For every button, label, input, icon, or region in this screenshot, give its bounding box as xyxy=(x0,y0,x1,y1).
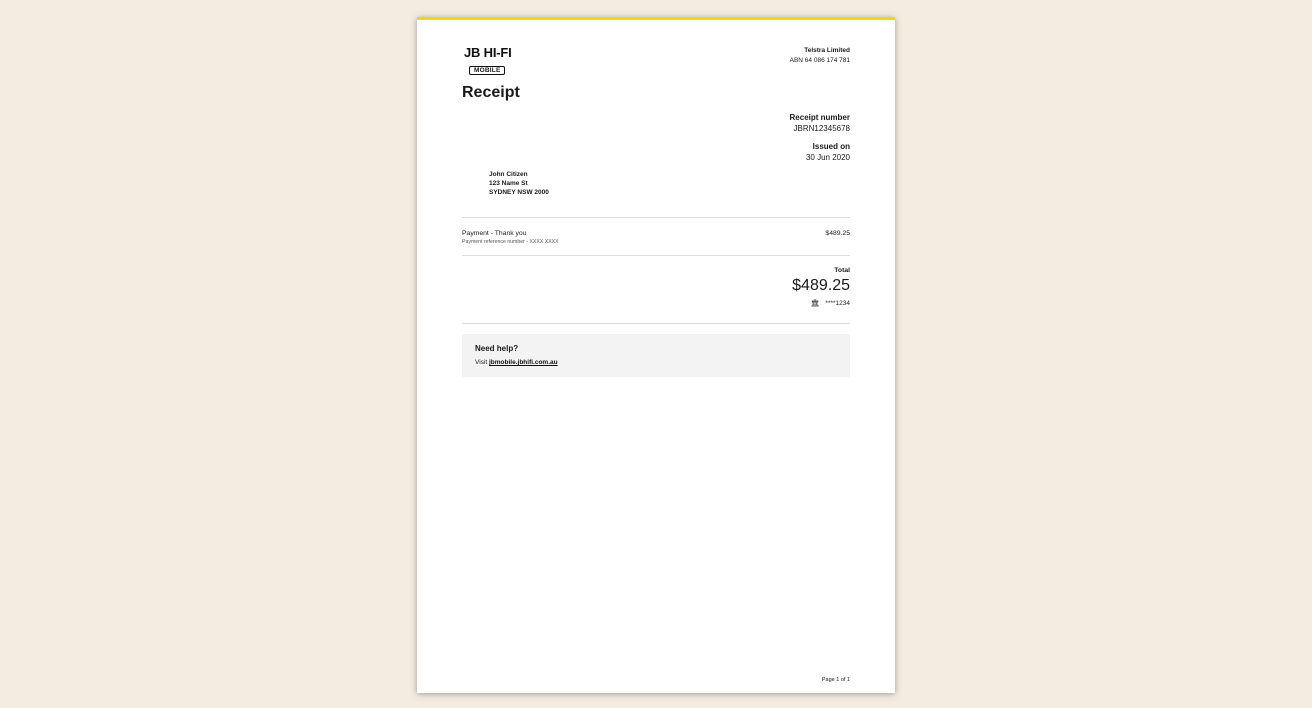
logo-line2: MOBILE xyxy=(469,66,505,75)
help-visit xyxy=(475,359,558,366)
line-item-reference: Payment reference number - XXXX XXXX xyxy=(462,239,559,245)
company-info xyxy=(790,46,850,65)
total-amount: $489.25 xyxy=(792,277,850,294)
receipt-meta xyxy=(790,112,850,163)
divider xyxy=(462,217,850,218)
customer-address xyxy=(489,170,549,197)
line-item-description: Payment - Thank you xyxy=(462,230,527,237)
page-number: Page 1 of 1 xyxy=(821,677,850,683)
logo-line1: JB HI-FI xyxy=(464,45,512,60)
jb-hifi-mobile-logo xyxy=(464,45,524,74)
total-section xyxy=(792,267,850,307)
card-number: ****1234 xyxy=(825,300,850,307)
help-box xyxy=(462,334,850,377)
total-label: Total xyxy=(834,267,850,274)
bank-icon: 🏛 xyxy=(810,300,820,307)
company-name: Telstra Limited xyxy=(804,47,850,54)
receipt-number-label: Receipt number xyxy=(789,113,850,122)
help-link[interactable]: jbmobile.jbhifi.com.au xyxy=(488,359,558,366)
line-item-amount: $489.25 xyxy=(825,230,850,237)
issued-on-label: Issued on xyxy=(812,142,850,151)
customer-name: John Citizen xyxy=(489,171,528,178)
help-heading: Need help? xyxy=(475,344,519,353)
receipt-page xyxy=(417,17,895,693)
divider xyxy=(462,323,850,324)
customer-street: 123 Name St xyxy=(489,180,528,187)
payment-method xyxy=(792,299,850,307)
customer-city: SYDNEY NSW 2000 xyxy=(489,189,549,196)
line-item xyxy=(462,230,850,246)
company-abn: ABN 64 086 174 781 xyxy=(789,56,850,64)
divider xyxy=(462,255,850,256)
receipt-number: JBRN12345678 xyxy=(793,124,850,133)
page-title: Receipt xyxy=(462,84,520,101)
help-visit-label: Visit xyxy=(475,359,488,366)
issued-on-date: 30 Jun 2020 xyxy=(805,153,850,162)
